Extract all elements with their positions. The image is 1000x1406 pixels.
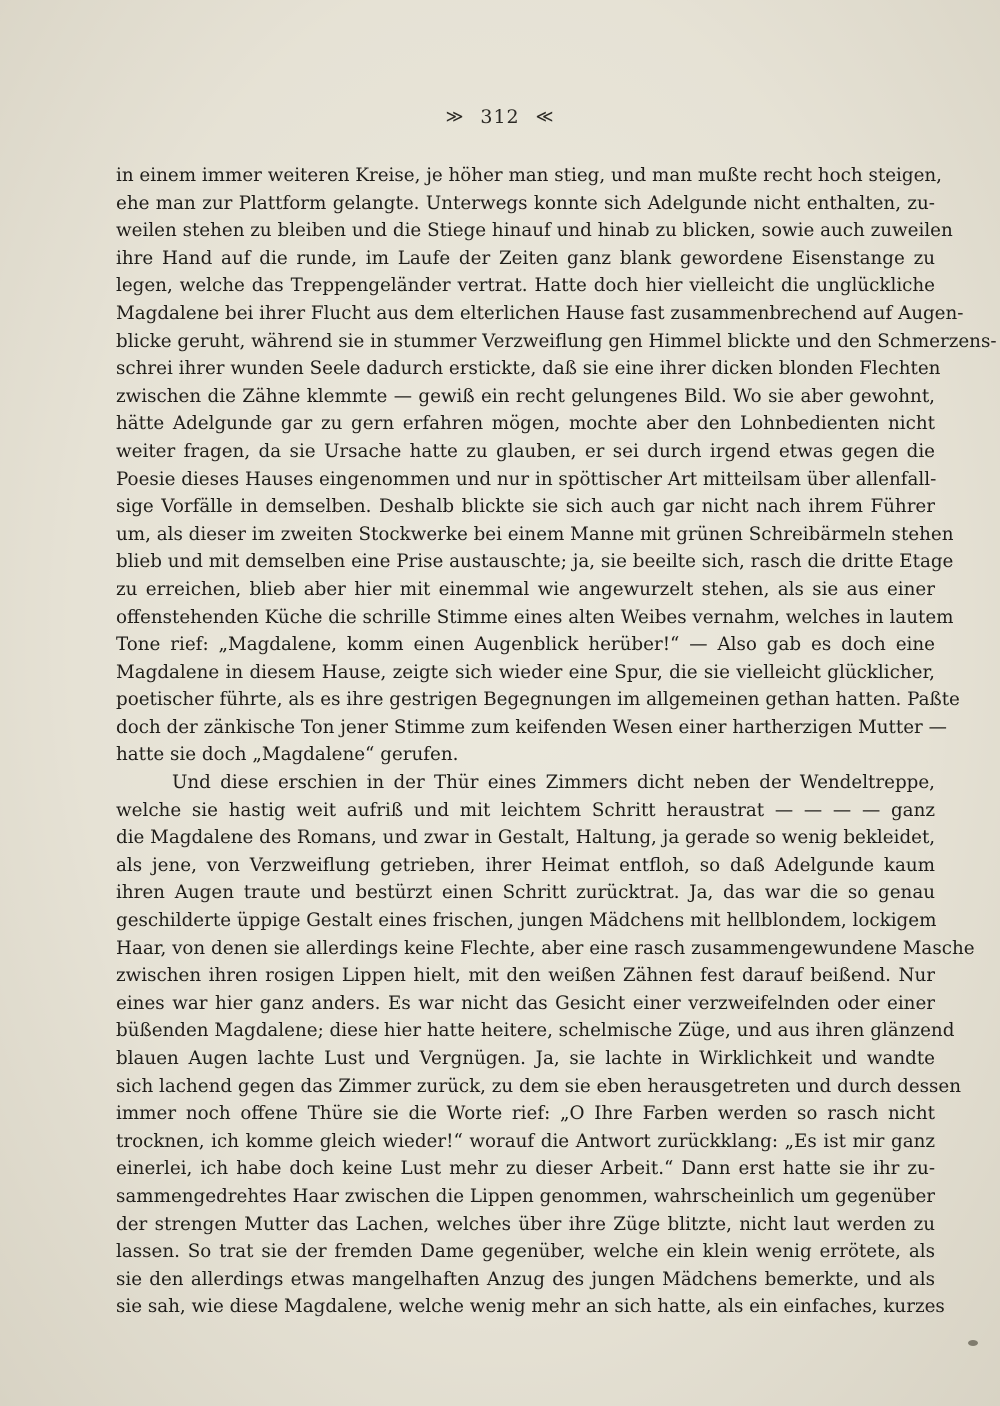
text-line: zu erreichen, blieb aber hier mit einemmal wie angewurzelt stehen, als sie aus einer [116, 578, 935, 600]
text-line: welche sie hastig weit aufriß und mit leichtem Schritt heraustrat — — — — ganz [116, 799, 935, 821]
text-line: Poesie dieses Hauses eingenommen und nur in spöttischer Art mitteilsam über allenfall- [116, 468, 937, 490]
text-line: offenstehenden Küche die schrille Stimme eines alten Weibes vernahm, welches in lautem [116, 606, 954, 628]
text-line: Magdalene in diesem Hause, zeigte sich wieder eine Spur, die sie vielleicht glücklicher, [116, 661, 935, 683]
text-line: ihren Augen traute und bestürzt einen Schritt zurücktrat. Ja, das war die so genau [116, 882, 935, 904]
text-line: trocknen, ich komme gleich wieder!“ worauf die Antwort zurückklang: „Es ist mir ganz [116, 1130, 935, 1152]
text-line: Magdalene bei ihrer Flucht aus dem elterlichen Hause fast zusammenbrechend auf Augen- [116, 302, 964, 324]
text-line: geschilderte üppige Gestalt eines frischen, jungen Mädchens mit hellblondem, lockigem [116, 910, 937, 932]
text-line: büßenden Magdalene; diese hier hatte heitere, schelmische Züge, und aus ihren glänzend [116, 1020, 955, 1042]
text-line: poetischer führte, als es ihre gestrigen Begegnungen im allgemeinen gethan hatten. Paßte [116, 689, 960, 711]
text-line: die Magdalene des Romans, und zwar in Gestalt, Haltung, ja gerade so wenig bekleidet, [116, 827, 936, 849]
text-line: sige Vorfälle in demselben. Deshalb blickte sie sich auch gar nicht nach ihrem Führer [116, 496, 935, 518]
page-number: 312 [480, 106, 520, 128]
ink-smudge [968, 1340, 978, 1346]
text-line: blieb und mit demselben eine Prise austauschte; ja, sie beeilte sich, rasch die dritte Etage [116, 551, 954, 573]
text-line: weilen stehen zu bleiben und die Stiege hinauf und hinab zu blicken, sowie auch zuweilen [116, 220, 953, 242]
text-line: lassen. So trat sie der fremden Dame gegenüber, welche ein klein wenig errötete, als [116, 1241, 935, 1263]
text-line: um, als dieser im zweiten Stockwerke bei einem Manne mit grünen Schreibärmeln stehen [116, 523, 954, 545]
page-header [0, 106, 1000, 128]
text-line: ihre Hand auf die runde, im Laufe der Zeiten ganz blank gewordene Eisenstange zu [116, 247, 935, 269]
text-line: als jene, von Verzweiflung getrieben, ihrer Heimat entfloh, so daß Adelgunde kaum [116, 854, 935, 876]
right-ornament: ≪ [535, 107, 555, 127]
text-line: sich lachend gegen das Zimmer zurück, zu dem sie eben herausgetreten und durch dessen [116, 1075, 961, 1097]
text-line: sie den allerdings etwas mangelhaften Anzug des jungen Mädchens bemerkte, und als [116, 1268, 935, 1290]
text-line: Haar, von denen sie allerdings keine Flechte, aber eine rasch zusammengewundene Masche [116, 937, 975, 959]
text-line: weiter fragen, da sie Ursache hatte zu glauben, er sei durch irgend etwas gegen die [116, 440, 935, 462]
text-line: sammengedrehtes Haar zwischen die Lippen genommen, wahrscheinlich um gegenüber [116, 1185, 936, 1207]
text-line: blicke geruht, während sie in stummer Verzweiflung gen Himmel blickte und den Schmerzens- [116, 330, 997, 352]
text-line: ehe man zur Plattform gelangte. Unterwegs konnte sich Adelgunde nicht enthalten, zu- [116, 192, 935, 214]
text-line: Tone rief: „Magdalene, komm einen Augenblick herüber!“ — Also gab es doch eine [116, 634, 935, 656]
text-line: in einem immer weiteren Kreise, je höher man stieg, und man mußte recht hoch steigen, [116, 165, 942, 186]
text-line: blauen Augen lachte Lust und Vergnügen. Ja, sie lachte in Wirklichkeit und wandte [116, 1048, 935, 1069]
text-line: schrei ihrer wunden Seele dadurch erstickte, daß sie eine ihrer dicken blonden Flechten [116, 358, 941, 380]
text-line: hatte sie doch „Magdalene“ gerufen. [116, 744, 459, 766]
text-line: hätte Adelgunde gar zu gern erfahren mögen, mochte aber den Lohnbedienten nicht [116, 413, 935, 435]
body-text [116, 162, 997, 1321]
text-line: zwischen ihren rosigen Lippen hielt, mit den weißen Zähnen fest darauf beißend. Nur [116, 965, 935, 987]
text-line: Und diese erschien in der Thür eines Zimmers dicht neben der Wendeltreppe, [172, 772, 935, 794]
text-line: sie sah, wie diese Magdalene, welche wenig mehr an sich hatte, als ein einfaches, kurzes [116, 1296, 945, 1318]
text-line: einerlei, ich habe doch keine Lust mehr zu dieser Arbeit.“ Dann erst hatte sie ihr zu- [116, 1158, 935, 1180]
text-line: legen, welche das Treppengeländer vertrat. Hatte doch hier vielleicht die unglückliche [116, 275, 935, 297]
text-line: immer noch offene Thüre sie die Worte rief: „O Ihre Farben werden so rasch nicht [116, 1103, 935, 1125]
left-ornament: ≫ [445, 107, 465, 127]
text-line: doch der zänkische Ton jener Stimme zum keifenden Wesen einer hartherzigen Mutter — [116, 716, 947, 738]
text-line: zwischen die Zähne klemmte — gewiß ein recht gelungenes Bild. Wo sie aber gewohnt, [116, 385, 935, 407]
text-line: eines war hier ganz anders. Es war nicht das Gesicht einer verzweifelnden oder einer [116, 992, 935, 1014]
text-line: der strengen Mutter das Lachen, welches über ihre Züge blitzte, nicht laut werden zu [116, 1213, 935, 1235]
